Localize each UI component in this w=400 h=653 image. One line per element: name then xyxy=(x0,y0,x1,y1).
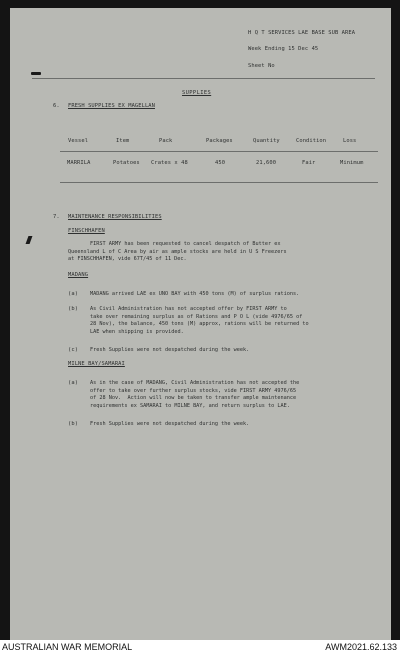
item7-number: 7. xyxy=(53,214,60,220)
sub2-a-label: (a) xyxy=(68,291,79,297)
header-sheet: Sheet No xyxy=(248,63,275,69)
col-loss: Loss xyxy=(343,138,357,144)
sub1-heading: FINSCHHAFEN xyxy=(68,228,105,234)
cell-quantity: 21,600 xyxy=(256,160,277,166)
item7-heading: MAINTENANCE RESPONSIBILITIES xyxy=(68,214,162,220)
sub2-b-label: (b) xyxy=(68,306,79,312)
header-unit: H Q T SERVICES LAE BASE SUB AREA xyxy=(248,30,356,36)
punch-hole-mark xyxy=(26,236,33,244)
sub3-b-label: (b) xyxy=(68,421,79,427)
document-page xyxy=(10,8,391,640)
sub2-b-line: LAE when shipping is provided. xyxy=(90,328,184,335)
sub1-line: FIRST ARMY has been requested to cancel despatch of Butter ex xyxy=(90,241,281,247)
sub2-c-label: (c) xyxy=(68,347,79,353)
archive-footer xyxy=(0,640,400,653)
sub2-b-line: As Civil Administration has not accepted offer by FIRST ARMY to xyxy=(90,306,287,312)
sub3-a-line: requirements ex SAMARAI to MILNE BAY, and return surplus to LAE. xyxy=(90,402,290,409)
footer-source: AUSTRALIAN WAR MEMORIAL xyxy=(2,642,133,652)
item6-heading: FRESH SUPPLIES EX MAGELLAN xyxy=(68,103,155,109)
header-rule xyxy=(32,78,375,79)
sub2-heading: MADANG xyxy=(68,272,89,278)
cell-packages: 450 xyxy=(215,160,226,166)
sub2-a-line: MADANG arrived LAE ex UNO BAY with 450 tons (M) of surplus rations. xyxy=(90,291,300,297)
cell-condition: Fair xyxy=(302,160,316,166)
footer-reference: AWM2021.62.133 xyxy=(325,642,397,652)
cell-loss: Minimum xyxy=(340,160,364,166)
sub1-line: at FINSCHHAFEN, vide 67T/45 of 11 Dec. xyxy=(68,256,187,262)
section-title: SUPPLIES xyxy=(182,90,212,96)
table-top-rule xyxy=(60,151,378,152)
col-vessel: Vessel xyxy=(68,138,89,144)
sub3-heading: MILNE BAY/SAMARAI xyxy=(68,361,125,367)
col-condition: Condition xyxy=(296,138,327,144)
col-item: Item xyxy=(116,138,130,144)
sub3-a-label: (a) xyxy=(68,380,79,386)
header-week: Week Ending 15 Dec 45 xyxy=(248,46,319,52)
col-quantity: Quantity xyxy=(253,138,280,144)
punch-hole-mark xyxy=(31,72,41,75)
sub3-a-line: As in the case of MADANG, Civil Administration has not accepted the xyxy=(90,380,300,386)
item6-number: 6. xyxy=(53,103,60,109)
col-packages: Packages xyxy=(206,138,233,144)
cell-item: Potatoes xyxy=(113,160,140,166)
sub2-b-line: 28 Nov), the balance, 450 tons (M) approx, rations will be returned to xyxy=(90,321,309,327)
col-pack: Pack xyxy=(159,138,173,144)
cell-vessel: MARRILA xyxy=(67,160,91,166)
sub2-b-line: take over remaining surplus as of Rations and P O L (vide 4976/65 of xyxy=(90,313,303,320)
sub3-a-line: of 28 Nov. Action will now be taken to transfer ample maintenance xyxy=(90,395,297,401)
sub3-b-line: Fresh Supplies were not despatched during the week. xyxy=(90,421,250,427)
table-bottom-rule xyxy=(60,182,378,183)
sub1-line: Queensland L of C Area by air as ample stocks are held in U S Freezers xyxy=(68,248,287,255)
sub2-c-line: Fresh Supplies were not despatched during the week. xyxy=(90,347,250,353)
cell-pack: Crates x 48 xyxy=(151,160,188,166)
sub3-a-line: offer to take over further surplus stocks, vide FIRST ARMY 4976/65 xyxy=(90,387,297,394)
